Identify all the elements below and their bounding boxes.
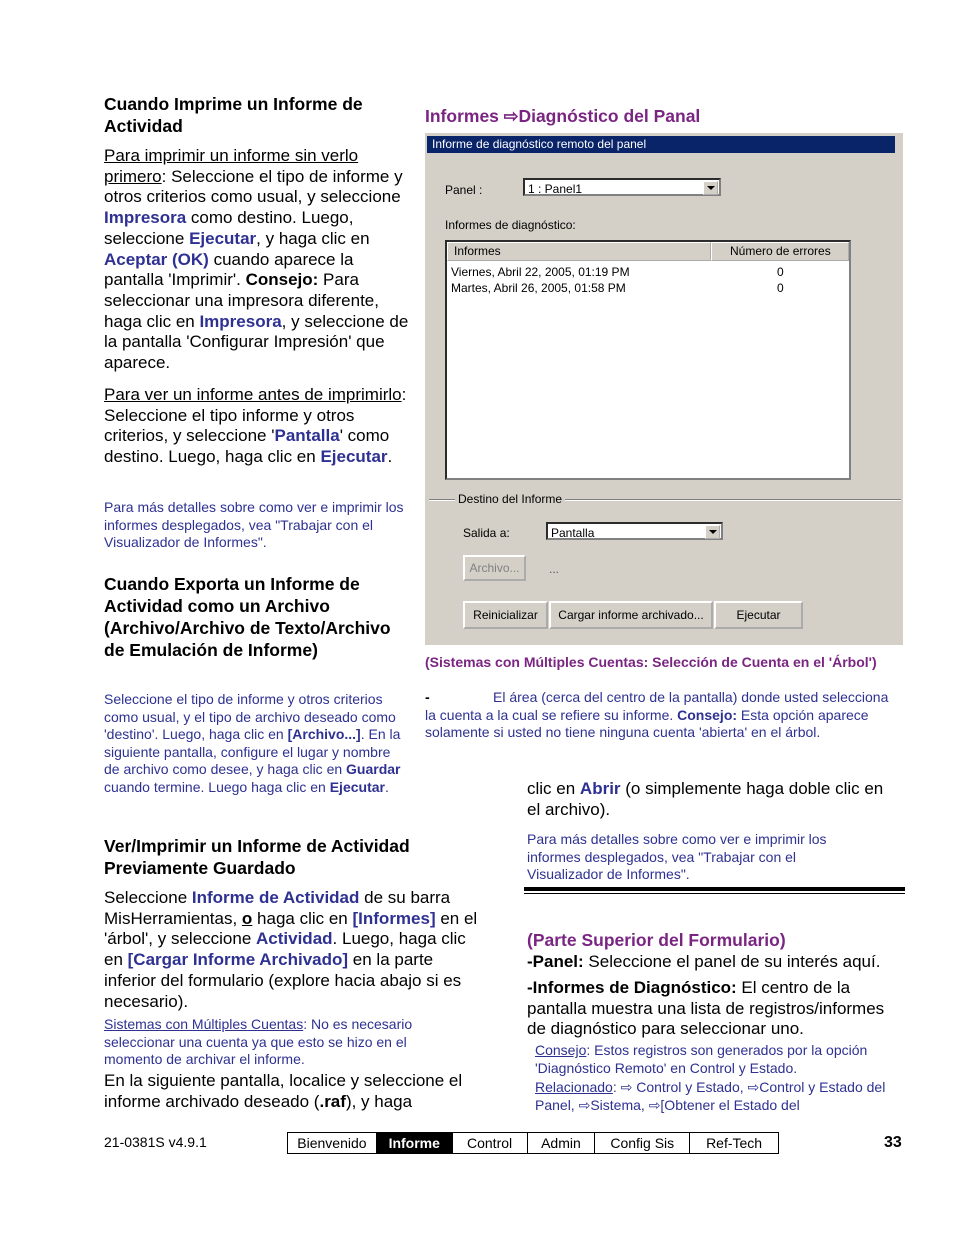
heading-form-top: (Parte Superior del Formulario) xyxy=(527,930,786,950)
heading-export-report: Cuando Exporta un Informe de Actividad como un Archivo (Archivo/Archivo de Texto/Archivo de Emulación de Informe) xyxy=(104,574,391,660)
window-title: Informe de diagnóstico remoto del panel xyxy=(427,136,895,153)
chevron-down-icon[interactable] xyxy=(703,181,718,195)
page-number: 33 xyxy=(884,1134,902,1151)
diagnostic-window xyxy=(425,132,903,645)
related-link-control-estado-panel[interactable]: ⇨Control y Estado del Panel, xyxy=(535,1079,886,1113)
paragraph-locate-archive: En la siguiente pantalla, localice y seleccione el informe archivado deseado (.raf), y haga xyxy=(104,1071,463,1111)
panel-label: Panel : xyxy=(445,183,483,197)
heading-saved-report: Ver/Imprimir un Informe de Actividad Previamente Guardado xyxy=(104,836,410,878)
table-row[interactable]: Viernes, Abril 22, 2005, 01:19 PM 0 xyxy=(451,265,784,279)
note-multi-account: Sistemas con Múltiples Cuentas: No es necesario seleccionar una cuenta ya que esto se hizo en el momento de archivar el informe. xyxy=(104,1016,413,1067)
document-version: 21-0381S v4.9.1 xyxy=(104,1134,207,1150)
load-archive-button[interactable]: Cargar informe archivado... xyxy=(549,601,713,629)
nav-ref-tech[interactable]: Ref-Tech xyxy=(706,1135,763,1151)
heading-print-report: Cuando Imprime un Informe de Actividad xyxy=(104,94,363,136)
related-link-obtener-estado[interactable]: ⇨[Obtener el Estado del xyxy=(648,1096,800,1113)
nav-bienvenido[interactable]: Bienvenido xyxy=(288,1133,377,1153)
nav-control[interactable]: Control xyxy=(453,1133,528,1153)
diag-label: Informes de diagnóstico: xyxy=(445,218,576,232)
note-tip-records: Consejo: Estos registros son generados por la opción 'Diagnóstico Remoto' en Control y Estado. xyxy=(535,1042,868,1076)
chevron-down-icon[interactable] xyxy=(705,525,720,539)
diagnostic-list[interactable] xyxy=(445,240,851,480)
related-link-control-estado[interactable]: ⇨ Control y Estado, xyxy=(620,1079,748,1095)
paragraph-saved-report-steps: Seleccione Informe de Actividad de su barra MisHerramientas, o haga clic en [Informes] en el 'árbol', y seleccione Actividad. Luego, haga clic en [Cargar Informe Archivado] en la parte inferior del formulario (explore hacia abajo si es necesario). xyxy=(104,888,478,1011)
run-button[interactable]: Ejecutar xyxy=(714,601,803,629)
paragraph-print-without-view: Para imprimir un informe sin verlo primero: Seleccione el tipo de informe y otros criterios como usual, y seleccione Impresora como destino. Luego, seleccione Ejecutar, y haga clic en Aceptar (OK) cuando aparece la pantalla 'Imprimir'. Consejo: Para seleccionar una impresora diferente, haga clic en Impresora, y seleccione de la pantalla 'Configurar Impresión' que aparece. xyxy=(104,146,409,373)
nav-informe[interactable]: Informe xyxy=(377,1133,453,1153)
reset-button[interactable]: Reinicializar xyxy=(463,601,548,629)
column-header-errores[interactable]: Número de errores xyxy=(711,242,849,261)
table-row[interactable]: Martes, Abril 26, 2005, 01:58 PM 0 xyxy=(451,281,784,295)
paragraph-open-file: clic en Abrir (o simplemente haga doble clic en el archivo). xyxy=(527,779,884,819)
note-related-links: Relacionado: ⇨ Control y Estado, ⇨Control y Estado del Panel, ⇨Sistema, ⇨[Obtener el Estado del xyxy=(535,1079,886,1113)
note-report-viewer-right: Para más detalles sobre como ver e imprimir los informes desplegados, vea "Trabajar con el Visualizador de Informes". xyxy=(527,831,827,882)
nav-admin[interactable]: Admin xyxy=(528,1133,596,1153)
caption-multi-account-body: - El área (cerca del centro de la pantalla) donde usted selecciona la cuenta a la cual se refiere su informe. Consejo: Esta opción aparece solamente si usted no tiene ninguna cuenta 'abierta' en el árbol. xyxy=(425,689,889,740)
archivo-path: ... xyxy=(549,562,560,576)
note-export-steps: Seleccione el tipo de informe y otros criterios como usual, y el tipo de archivo deseado como 'destino'. Luego, haga clic en [Archivo...]. En la siguiente pantalla, configure el lugar y nombre de archivo como desee, y haga clic en Guardar cuando termine. Luego haga clic en Ejecutar. xyxy=(104,691,401,795)
nav-config-sis[interactable]: Config Sis xyxy=(595,1133,690,1153)
salida-select[interactable]: Pantalla xyxy=(546,522,723,540)
panel-select[interactable]: 1 : Panel1 xyxy=(523,178,721,196)
note-report-viewer: Para más detalles sobre como ver e imprimir los informes desplegados, vea "Trabajar con el Visualizador de Informes". xyxy=(104,499,404,550)
section-divider xyxy=(524,887,905,891)
footer-nav xyxy=(287,1132,779,1154)
arrow-right-icon: ⇨ xyxy=(503,106,519,126)
item-panel: -Panel: Seleccione el panel de su interés aquí. xyxy=(527,952,881,971)
group-label-destino: Destino del Informe xyxy=(455,492,565,506)
related-link-sistema[interactable]: ⇨Sistema, xyxy=(578,1096,649,1113)
salida-label: Salida a: xyxy=(463,526,510,540)
archivo-button[interactable]: Archivo... xyxy=(463,555,526,581)
paragraph-view-before-print: Para ver un informe antes de imprimirlo: Seleccione el tipo informe y otros criterios, y seleccione 'Pantalla' como destino. Luego, haga clic en Ejecutar. xyxy=(104,385,407,467)
item-diagnostic-reports: -Informes de Diagnóstico: El centro de la pantalla muestra una lista de registros/informes de diagnóstico para seleccionar uno. xyxy=(527,978,885,1039)
caption-multi-account-title: (Sistemas con Múltiples Cuentas: Selección de Cuenta en el 'Árbol') xyxy=(425,654,877,670)
heading-diagnostic-panel: Informes ⇨Diagnóstico del Panal xyxy=(425,106,701,126)
column-header-informes[interactable]: Informes xyxy=(447,242,711,261)
